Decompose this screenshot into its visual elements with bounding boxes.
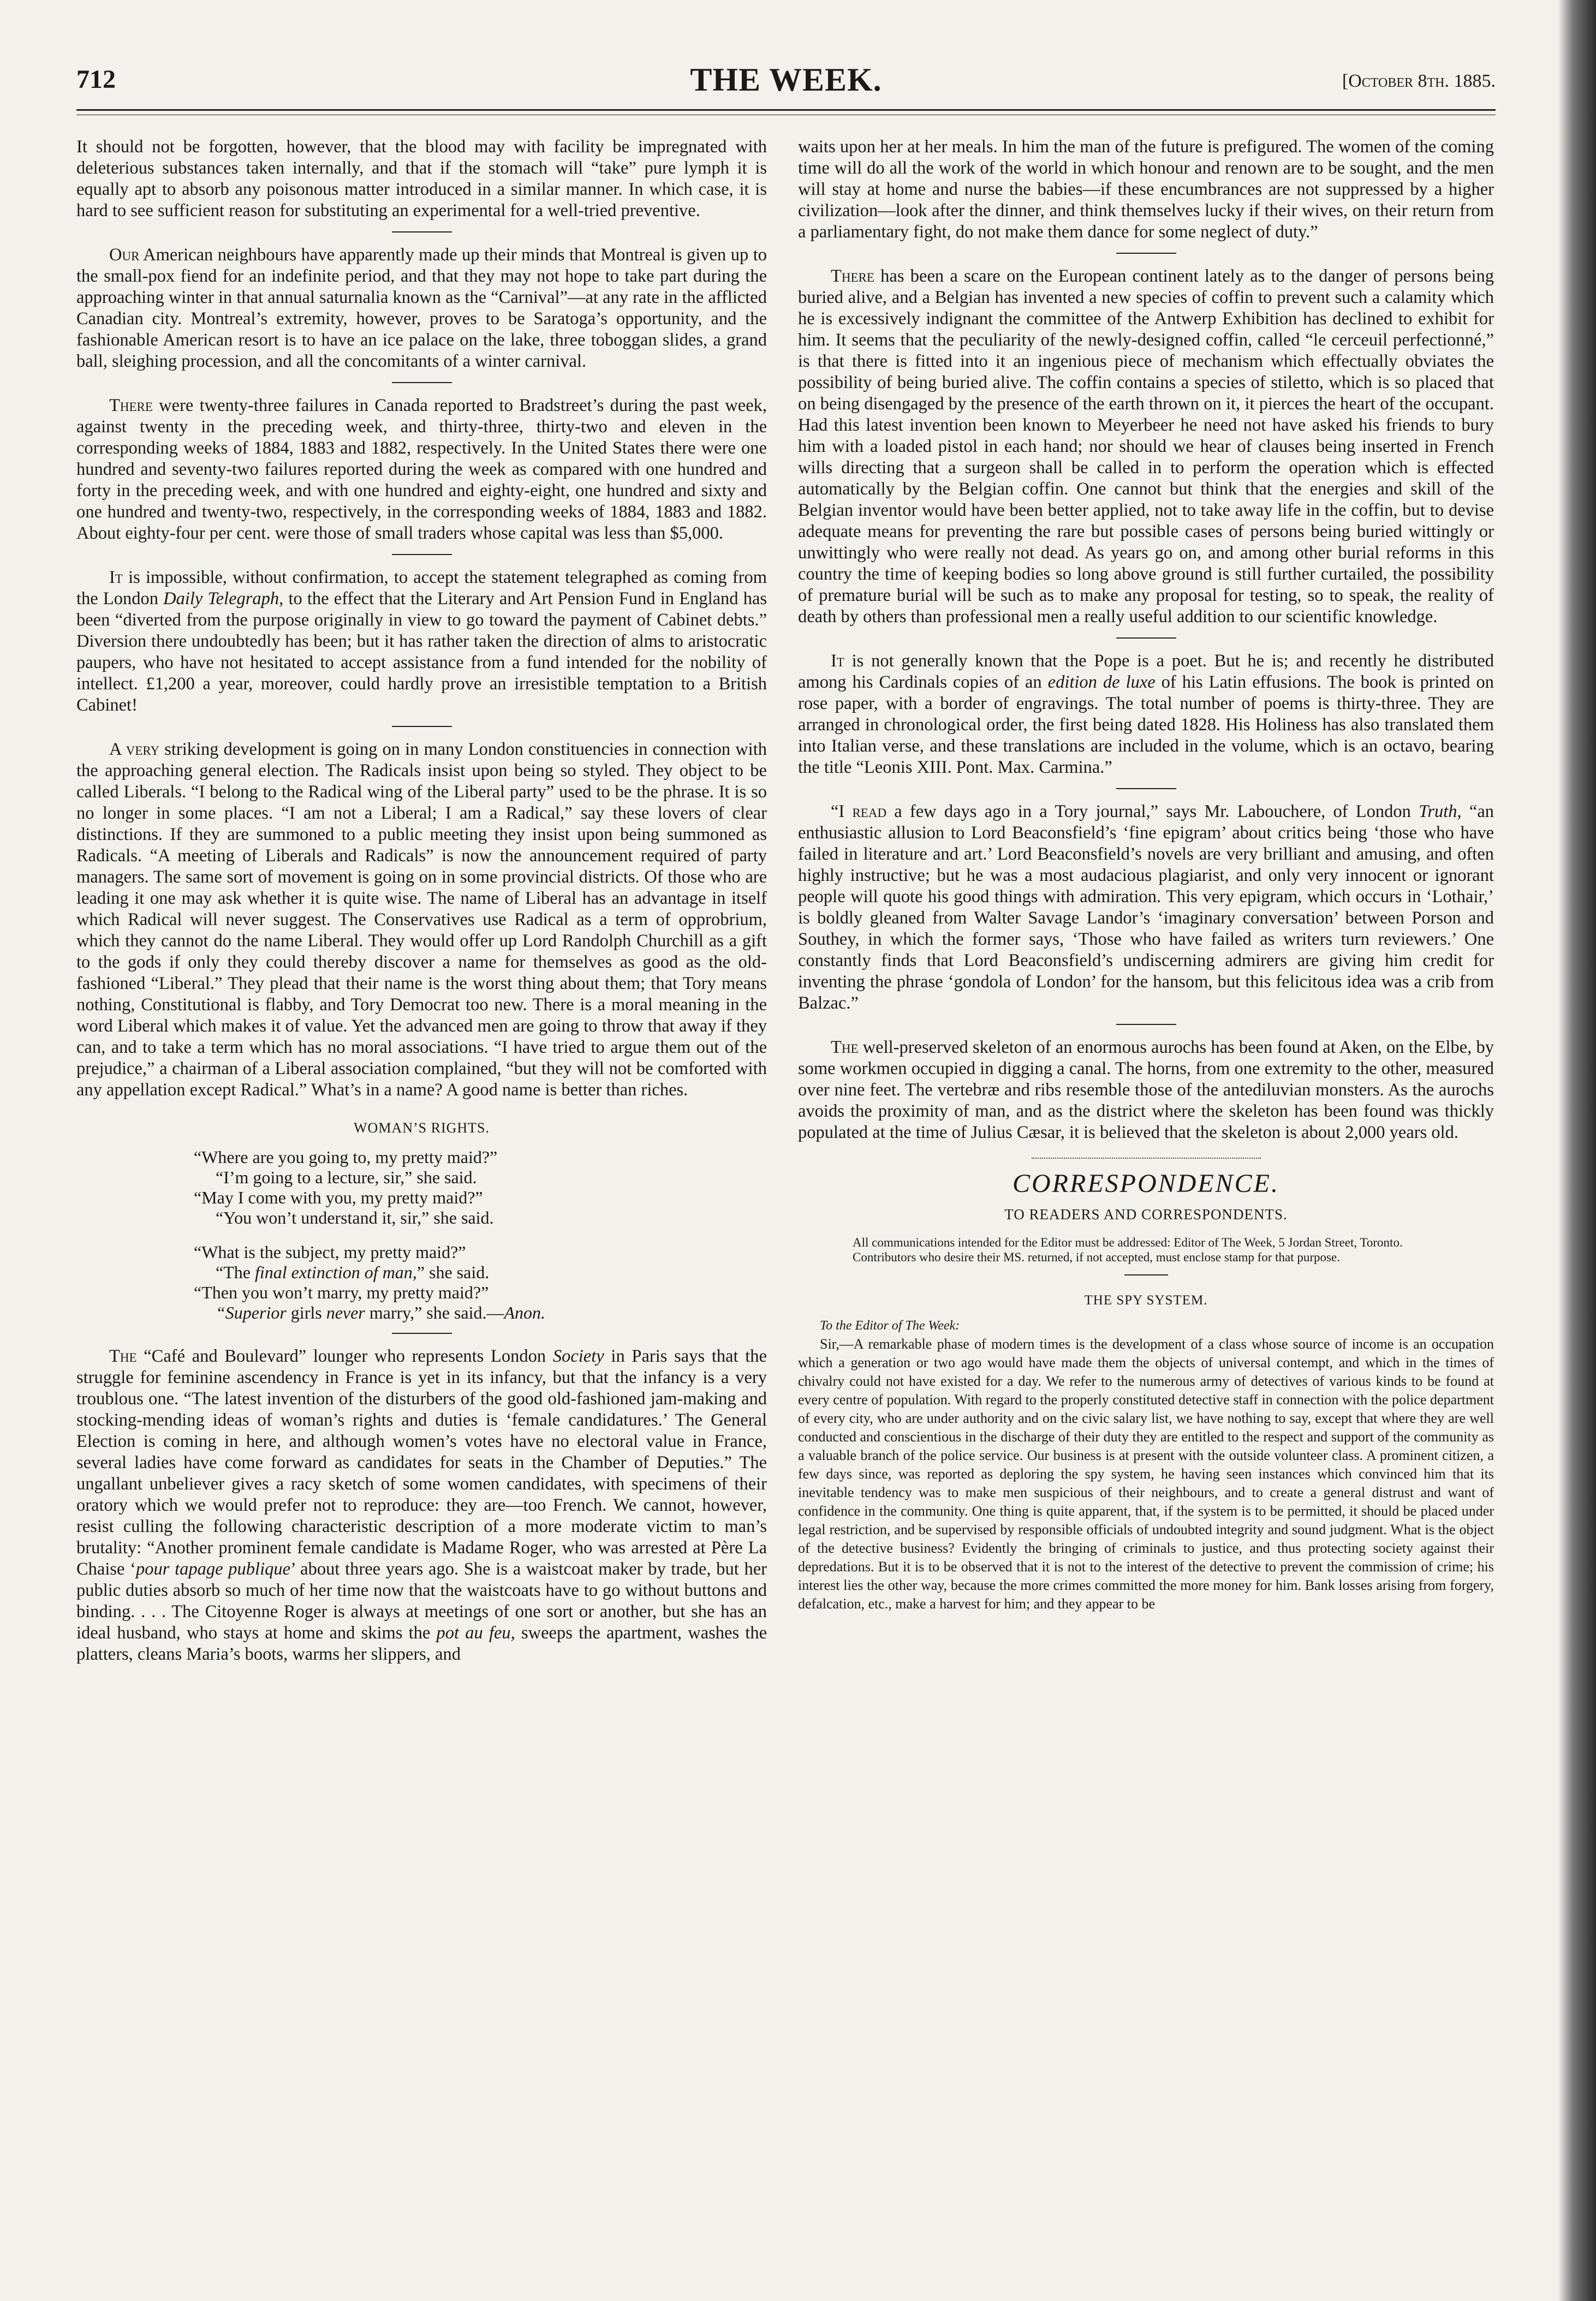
separator (392, 231, 452, 233)
poem-line: “I’m going to a lecture, sir,” she said. (216, 1167, 477, 1187)
letter-salutation: To the Editor of The Week: (820, 1319, 960, 1333)
separator (1124, 1274, 1168, 1275)
page-edge-shadow (1558, 0, 1596, 2301)
correspondence-heading: CORRESPONDENCE. (1013, 1169, 1279, 1198)
poem-line: “What is the subject, my pretty maid?” (194, 1242, 466, 1262)
separator (1116, 1024, 1176, 1025)
issue-date: [October 8th. 1885. (1342, 71, 1496, 91)
paragraph-aurochs: The well-preserved skeleton of an enormous aurochs has been found at Aken, on the Elbe, by some workmen occupied in digging a canal. The horns, from one extremity to the other, measured over nine feet. The vertebræ and ribs resemble those of the antediluvian monsters. As the aurochs avoids the proximity of man, and as the district where the skeleton has been found was thickly populated at the time of Julius Cæsar, it is believed that the skeleton is about 2,000 years old. (798, 1038, 1494, 1142)
separator (1116, 637, 1176, 639)
separator (1116, 788, 1176, 789)
poem-title: WOMAN’S RIGHTS. (354, 1120, 490, 1136)
separator (1116, 253, 1176, 254)
paragraph-cafe-boulevard: The “Café and Boulevard” lounger who represents London Society in Paris says that the struggle for feminine ascendency in France is yet in its infancy, but that the infancy is a very troublous one. “The latest invention of the disturbers of the good old-fashioned jam-making and stocking-mending ideas of woman’s rights and duties is ‘female candidatures.’ The General Election is coming in here, and although women’s votes have no electoral value in France, several ladies have come forward as candidates for seats in the Chamber of Deputies.” The ungallant unbeliever gives a racy sketch of some women candidates, with specimens of their oratory which we would prefer not to reproduce: they are—too French. We cannot, however, resist culling the following characteristic description of a more moderate victim to man’s brutality: “Another prominent female candidate is Madame Roger, who was arrested at Père La Chaise ‘pour tapage publique’ about three years ago. She is a waistcoat maker by trade, but her public duties absorb so much of her time now that the waistcoats have to go without buttons and binding. . . . The Citoyenne Roger is always at meetings of one sort or another, but she has an ideal husband, who stays at home and skims the pot au feu, sweeps the apartment, washes the platters, cleans Maria’s boots, warms her slippers, and (76, 1346, 767, 1664)
masthead-title: THE WEEK. (690, 62, 882, 98)
poem-line: “May I come with you, my pretty maid?” (194, 1188, 483, 1207)
paragraph-continued: waits upon her at her meals. In him the man of the future is prefigured. The women of the coming time will do all the work of the world in which honour and renown are to be sought, and the men will stay at home and nurse the babies—if these encumbrances are not suppressed by a higher civilization—look after the dinner, and think themselves lucky if their wives, on their return from a parliamentary fight, do not make them dance for some neglect of duty.” (798, 137, 1494, 242)
letter-body (798, 1316, 1494, 1613)
poem-line: “The final extinction of man,” she said. (216, 1262, 490, 1282)
left-column (76, 136, 767, 1665)
poem-line: “You won’t understand it, sir,” she said. (216, 1208, 494, 1227)
poem-line: “Where are you going to, my pretty maid?” (194, 1147, 498, 1167)
separator (392, 382, 452, 383)
separator (392, 554, 452, 555)
paragraph-radicals: A very striking development is going on in many London constituencies in connection with the approaching general election. The Radicals insist upon being so styled. They object to be called Liberals. “I belong to the Radical wing of the Liberal party” used to be the phrase. It is so no longer in some places. “I am not a Liberal; I am a Radical,” say these lovers of clear distinctions. If they are summoned to a public meeting they insist upon being summoned as Radicals. “A meeting of Liberals and Radicals” is now the announcement required of party managers. The same sort of movement is going on in some provincial districts. Of those who are leading it one may ask whether it is quite wise. The name of Liberal has an advantage in itself which Radical will never suggest. The Conservatives use Radical as a term of opprobrium, which they cannot do the name Liberal. They would offer up Lord Randolph Churchill as a gift to the gods if only they could thereby discover a name for themselves as good as the old-fashioned “Liberal.” They plead that their name is the worst thing about them; that Tory means nothing, Constitutional is flabby, and Tory Democrat too new. There is a moral meaning in the word Liberal which makes it of value. Yet the advanced men are going to throw that away if they can, and to take a term which has no moral associations. “I have tried to argue them out of the prejudice,” a chairman of a Liberal association complained, “but they will not be comforted with any appellation except Radical.” What’s in a name? A good name is better than riches. (76, 740, 767, 1100)
page-header (76, 64, 1496, 97)
paragraph-failures: There were twenty-three failures in Canada reported to Bradstreet’s during the past week, against twenty in the preceding week, and thirty-three, thirty-two and eleven in the corresponding weeks of 1884, 1883 and 1882, respectively. In the United States there were one hundred and seventy-two failures reported during the week as compared with one hundred and forty in the preceding week, and with one hundred and eighty-eight, one hundred and sixty and one hundred and twenty-two, respectively, in the corresponding weeks of 1884, 1883 and 1882. About eighty-four per cent. were those of small traders whose capital was less than $5,000. (76, 396, 767, 543)
paragraph-pension-fund: It is impossible, without confirmation, to accept the statement telegraphed as coming from the London Daily Telegraph, to the effect that the Literary and Art Pension Fund in England has been “diverted from the purpose originally in view to go toward the payment of Cabinet debts.” Diversion there undoubtedly has been; but it has rather taken the direction of alms to aristocratic paupers, who have not hesitated to accept assistance from a fund intended for the nobility of intellect. £1,200 a year, moreover, could hardly prove an irresistible temptation to a British Cabinet! (76, 568, 767, 715)
page-number: 712 (76, 65, 116, 94)
letter-text: Sir,—A remarkable phase of modern times is the development of a class whose source of income is an occupation which a generation or two ago would have made them the objects of universal contempt, and which in the times of chivalry could not have existed for a day. We refer to the numerous army of detectives of various kinds to be found at every centre of population. With regard to the properly constituted detective staff in connection with the police department of every city, who are under authority and on the civic salary list, we have nothing to say, except that where they are well conducted and conscientious in the discharge of their duty they are entitled to the respect and support of the community as a valuable branch of the police service. Our business is at present with the outside volunteer class. A prominent citizen, a few days since, was reported as deploring the spy system, he having seen instances which convinced him that its inevitable tendency was to make men suspicious of their neighbours, and to create a general distrust and want of confidence in the community. One thing is quite apparent, that, if the system is to be permitted, it should be placed under legal restriction, and be supervised by responsible officials of undoubted integrity and sound judgment. What is the object of the detective business? Evidently the bringing of criminals to justice, and thus protecting society against their depredations. But it is to be observed that it is not to the interest of the detective to prevent the commission of crime; his interest lies the other way, because the more crimes committed the more money for him. Bank losses arising from forgery, defalcation, etc., make a harvest for him; and they appear to be (798, 1336, 1494, 1612)
separator (392, 726, 452, 727)
paragraph-vaccination: It should not be forgotten, however, that the blood may with facility be impregnated with deleterious substances taken internally, and that if the stomach will “take” pure lymph it is equally apt to absorb any poisonous matter introduced in a similar manner. In which case, it is hard to see sufficient reason for substituting an experimental for a well-tried preventive. (76, 137, 767, 220)
paragraph-coffin: There has been a scare on the European continent lately as to the danger of persons being buried alive, and a Belgian has invented a new species of coffin to prevent such a calamity which he is excessively indignant the committee of the Antwerp Exhibition has declined to exhibit for him. It seems that the peculiarity of the newly-designed coffin, called “le cerceuil perfectionné,” is that there is fitted into it an ingenious piece of mechanism which effectually obviates the possibility of being buried alive. The coffin contains a species of stiletto, which is so placed that on being disengaged by the presence of the earth thrown on it, it pierces the heart of the occupant. Had this latest invention been known to Meyerbeer he need not have asked his friends to bury him with a loaded pistol in each hand; nor should we hear of clauses being inserted in French wills directing that a surgeon shall be called in to perform the operation which is effected automatically by the Belgian coffin. One cannot but think that the energies and skill of the Belgian inventor would have been better applied, not to take away life in the coffin, but to devise adequate means for preventing the rare but possible cases of persons being buried wittingly or unwittingly who were really not dead. As years go on, and among other burial reforms in this country the time of keeping bodies so long above ground is still further curtailed, the possibility of premature burial will be such as to make any proposal for testing, so to speak, the reality of death by others than professional men a really useful addition to our scientific knowledge. (798, 266, 1494, 627)
poem-line: “Superior girls never marry,” she said.—Anon. (216, 1303, 546, 1322)
contributor-notice: Contributors who desire their MS. returned, if not accepted, must enclose stamp for that purpose. (853, 1250, 1340, 1264)
dotted-divider (1032, 1158, 1261, 1159)
spy-system-title: THE SPY SYSTEM. (1084, 1293, 1208, 1308)
poem (194, 1147, 767, 1323)
paragraph-pope-poet: It is not generally known that the Pope is a poet. But he is; and recently he distributed among his Cardinals copies of an edition de luxe of his Latin effusions. The book is printed on rose paper, with a border of engravings. The total number of poems is thirty-three. They are arranged in chronological order, the first being dated 1828. His Holiness has also translated them into Italian verse, and these translations are included in the volume, which is an octavo, bearing the title “Leonis XIII. Pont. Max. Carmina.” (798, 651, 1494, 777)
poem-line: “Then you won’t marry, my pretty maid?” (194, 1283, 489, 1302)
header-rule (76, 109, 1496, 111)
editor-notice: All communications intended for the Editor must be addressed: Editor of The Week, 5 Jordan Street, Toronto. (853, 1236, 1403, 1249)
separator (392, 1333, 452, 1334)
readers-heading: TO READERS AND CORRESPONDENTS. (1004, 1206, 1288, 1223)
right-column (798, 136, 1494, 1613)
paragraph-montreal-carnival: Our American neighbours have apparently made up their minds that Montreal is given up to the small-pox fiend for an indefinite period, and that they may not hope to take part during the approaching winter in that annual saturnalia known as the “Carnival”—at any rate in the afflicted Canadian city. Montreal’s extremity, however, proves to be Saratoga’s opportunity, and the fashionable American resort is to have an ice palace on the lake, three toboggan slides, a grand ball, sleighing procession, and all the concomitants of a winter carnival. (76, 245, 767, 371)
paragraph-beaconsfield: “I read a few days ago in a Tory journal,” says Mr. Labouchere, of London Truth, “an enthusiastic allusion to Lord Beaconsfield’s ‘fine epigram’ about critics being ‘those who have failed in literature and art.’ Lord Beaconsfield’s novels are very brilliant and amusing, and often highly instructive; but he was a most audacious plagiarist, and only very innocent or ignorant people will quote his good things with admiration. This very epigram, which occurs in ‘Lothair,’ is boldly gleaned from Walter Savage Landor’s ‘imaginary conversation’ between Porson and Southey, in which the former says, ‘Those who have failed as writers turn reviewers.’ One constantly finds that Lord Beaconsfield’s undiscerning admirers are giving him credit for inventing the phrase ‘gondola of London’ for the hansom, but this felicitous idea was a crib from Balzac.” (798, 802, 1494, 1013)
